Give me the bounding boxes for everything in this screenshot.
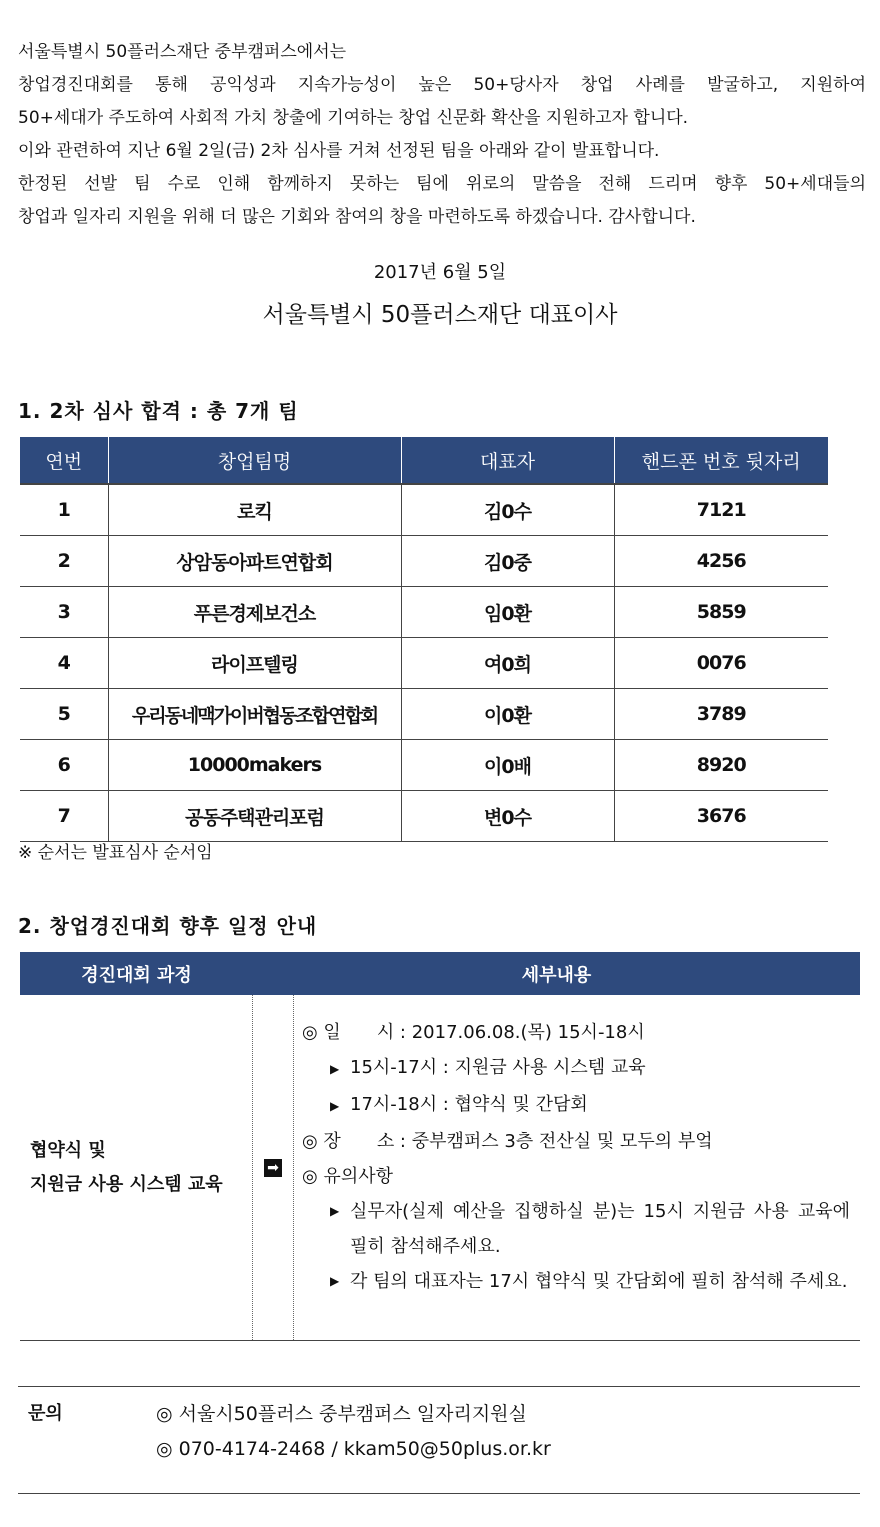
cell-phone-suffix: 3789 [614,689,828,740]
cell-representative: 이0환 [401,689,614,740]
cell-representative: 김0중 [401,536,614,587]
header-process: 경진대회 과정 [81,964,192,986]
header-phone-suffix: 핸드폰 번호 뒷자리 [614,437,828,484]
cell-phone-suffix: 5859 [614,587,828,638]
cell-phone-suffix: 0076 [614,638,828,689]
order-note: ※ 순서는 발표심사 순서임 [18,843,213,863]
cell-number: 4 [20,638,108,689]
cell-team-name: 라이프텔링 [108,638,401,689]
cell-team-name: 로킥 [108,484,401,536]
cell-team-name: 10000makers [108,740,401,791]
triangle-bullet-icon: ▶ [330,1099,340,1113]
cell-representative: 임0환 [401,587,614,638]
schedule-header-row [20,952,860,995]
contact-label: 문의 [28,1403,63,1424]
cell-representative: 여0희 [401,638,614,689]
section2-title: 2. 창업경진대회 향후 일정 안내 [18,914,318,938]
detail-text: 15시-17시 : 지원금 사용 시스템 교육 [350,1057,646,1078]
detail-text: 실무자(실제 예산을 집행하실 분)는 15시 지원금 사용 교육에 필히 참석해주세요. [350,1201,850,1257]
detail-when: ◎ 일 시 : 2017.06.08.(목) 15시-18시 [302,1022,645,1043]
cell-representative: 변0수 [401,791,614,842]
cell-number: 5 [20,689,108,740]
intro-line: 창업경진대회를 통해 공익성과 지속가능성이 높은 50+당사자 창업 사례를 발굴하고, 지원하여 [18,75,866,95]
intro-line: 한정된 선발 팀 수로 인해 함께하지 못하는 팀에 위로의 말씀을 전해 드리며 향후 50+세대들의 [18,174,866,194]
arrow-cell [253,995,294,1340]
cell-number: 2 [20,536,108,587]
cell-number: 6 [20,740,108,791]
intro-line: 이와 관련하여 지난 6월 2일(금) 2차 심사를 거쳐 선정된 팀을 아래와 같이 발표합니다. [18,141,660,161]
contact-phone-email[interactable]: ◎ 070-4174-2468 / kkam50@50plus.or.kr [156,1438,551,1460]
arrow-right-icon: ➡ [264,1159,282,1177]
cell-team-name: 우리동네맥가이버협동조합연합회 [108,689,401,740]
table-row [20,740,828,791]
section1-title: 1. 2차 심사 합격 : 총 7개 팀 [18,399,299,423]
process-line: 지원금 사용 시스템 교육 [30,1173,223,1195]
intro-line: 50+세대가 주도하여 사회적 가치 창출에 기여하는 창업 신문화 확산을 지원하고자 합니다. [18,108,689,128]
detail-where: ◎ 장 소 : 중부캠퍼스 3층 전산실 및 모두의 부엌 [302,1131,713,1152]
cell-number: 7 [20,791,108,842]
detail-notice: ◎ 유의사항 [302,1166,393,1187]
cell-phone-suffix: 3676 [614,791,828,842]
cell-representative: 이0배 [401,740,614,791]
table-row [20,484,828,536]
triangle-bullet-icon: ▶ [330,1204,340,1218]
header-representative: 대표자 [401,437,614,484]
schedule-row [20,995,860,1341]
detail-text: 17시-18시 : 협약식 및 간담회 [350,1094,588,1115]
cell-team-name: 상암동아파트연합회 [108,536,401,587]
cell-number: 3 [20,587,108,638]
table-row [20,536,828,587]
triangle-bullet-icon: ▶ [330,1274,340,1288]
cell-number: 1 [20,484,108,536]
intro-text [18,36,866,234]
contact-box [18,1386,860,1494]
header-number: 연번 [20,437,108,484]
schedule-table [20,952,860,1341]
table-row [20,689,828,740]
detail-when-sub [302,1050,852,1087]
organization-signature: 서울특별시 50플러스재단 대표이사 [262,302,618,328]
announcement-date: 2017년 6월 5일 [373,262,507,283]
cell-phone-suffix: 4256 [614,536,828,587]
detail-notice-sub [302,1194,852,1264]
cell-team-name: 공동주택관리포럼 [108,791,401,842]
contact-office: ◎ 서울시50플러스 중부캠퍼스 일자리지원실 [156,1403,527,1425]
details-cell [294,995,860,1340]
cell-representative: 김0수 [401,484,614,536]
cell-phone-suffix: 8920 [614,740,828,791]
detail-when-sub [302,1087,852,1124]
selected-teams-table [20,437,828,842]
process-cell [20,995,253,1340]
triangle-bullet-icon: ▶ [330,1062,340,1076]
table-row [20,587,828,638]
table-row [20,638,828,689]
process-line: 협약식 및 [30,1139,106,1161]
intro-line: 창업과 일자리 지원을 위해 더 많은 기회와 참여의 창을 마련하도록 하겠습니다. 감사합니다. [18,207,696,227]
cell-phone-suffix: 7121 [614,484,828,536]
table-row [20,791,828,842]
intro-line: 서울특별시 50플러스재단 중부캠퍼스에서는 [18,42,347,62]
table-header-row [20,437,828,484]
detail-text: 각 팀의 대표자는 17시 협약식 및 간담회에 필히 참석해 주세요. [350,1271,848,1292]
detail-notice-sub [302,1264,852,1299]
header-team-name: 창업팀명 [108,437,401,484]
header-details: 세부내용 [521,964,592,986]
cell-team-name: 푸른경제보건소 [108,587,401,638]
